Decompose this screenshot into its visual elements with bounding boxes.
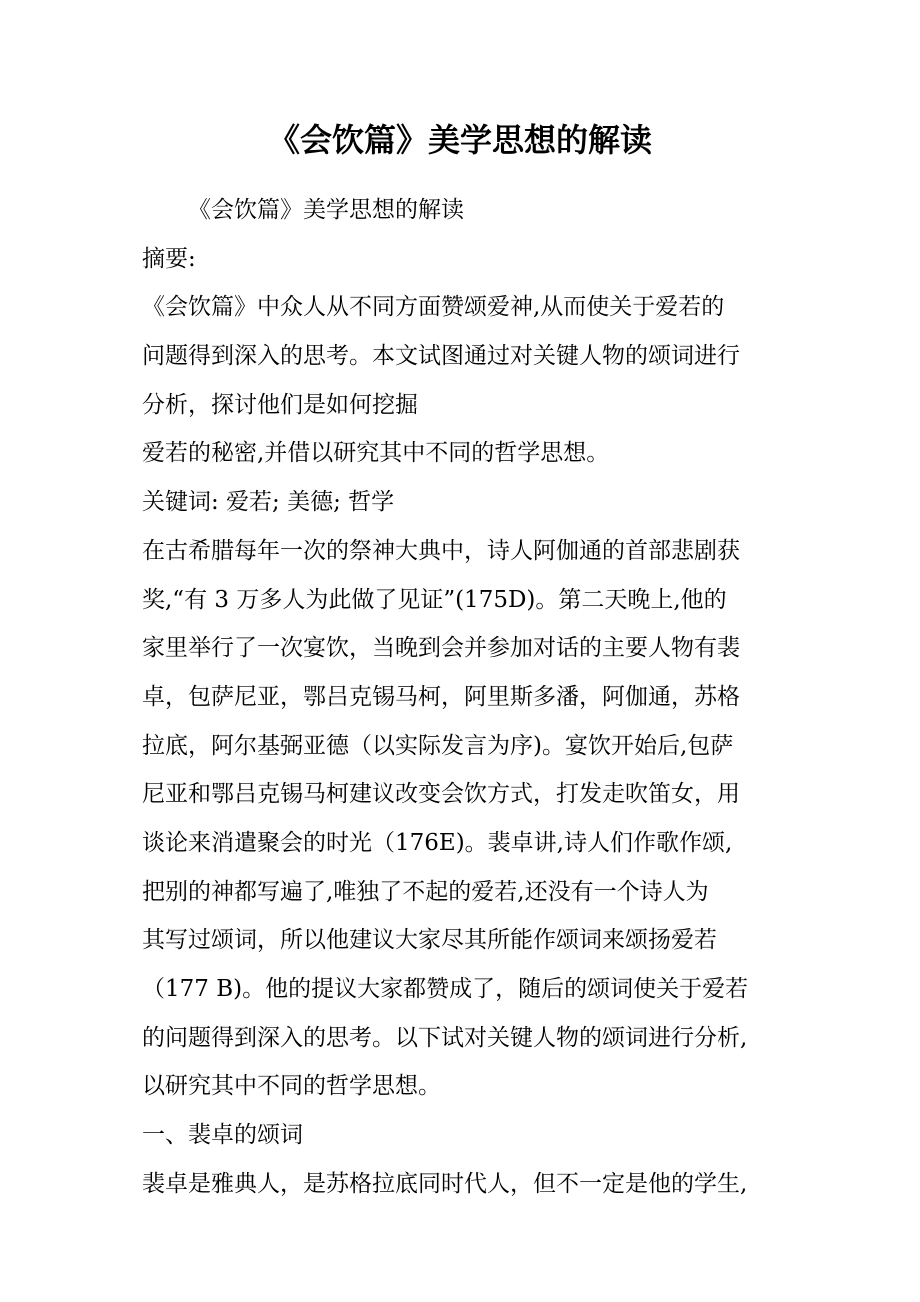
paragraph-line: 以研究其中不同的哲学思想。: [142, 1073, 441, 1100]
paragraph-line: 尼亚和鄂吕克锡马柯建议改变会饮方式，打发走吹笛女，用: [142, 781, 740, 808]
paragraph-line: 卓，包萨尼亚，鄂吕克锡马柯，阿里斯多潘，阿伽通，苏格: [142, 683, 740, 710]
paragraph-line: 拉底，阿尔基弼亚德（以实际发言为序)。宴饮开始后,包萨: [142, 732, 734, 759]
document-body: [142, 186, 802, 1208]
abstract-line: 《会饮篇》中众人从不同方面赞颂爱神,从而使关于爱若的: [142, 294, 725, 321]
paragraph-line: 家里举行了一次宴饮，当晚到会并参加对话的主要人物有裴: [142, 635, 740, 662]
paragraph-line: 把别的神都写遍了,唯独了不起的爱若,还没有一个诗人为: [142, 878, 709, 905]
abstract-line: 分析，探讨他们是如何挖掘: [142, 391, 418, 418]
paragraph-line: （177 B)。他的提议大家都赞成了，随后的颂词使关于爱若: [142, 976, 749, 1002]
paragraph-line: 在古希腊每年一次的祭神大典中，诗人阿伽通的首部悲剧获: [142, 537, 740, 564]
paragraph-line: 裴卓是雅典人，是苏格拉底同时代人，但不一定是他的学生,: [142, 1170, 748, 1197]
abstract-heading: 摘要:: [142, 245, 196, 272]
keywords-line: 关键词: 爱若; 美德; 哲学: [142, 489, 395, 516]
section-heading: 一、裴卓的颂词: [142, 1122, 303, 1149]
subtitle-line: 《会饮篇》美学思想的解读: [188, 197, 464, 223]
paragraph-line: 其写过颂词，所以他建议大家尽其所能作颂词来颂扬爱若: [142, 927, 717, 954]
paragraph-line: 奖,“有 3 万多人为此做了见证”(175D)。第二天晚上,他的: [142, 586, 727, 613]
abstract-line: 爱若的秘密,并借以研究其中不同的哲学思想。: [142, 440, 610, 467]
document-title: 《会饮篇》美学思想的解读: [267, 121, 652, 159]
paragraph-line: 的问题得到深入的思考。以下试对关键人物的颂词进行分析,: [142, 1024, 748, 1051]
paragraph-line: 谈论来消遣聚会的时光（176E)。裴卓讲,诗人们作歌作颂,: [142, 829, 733, 856]
abstract-line: 问题得到深入的思考。本文试图通过对关键人物的颂词进行: [142, 343, 740, 370]
